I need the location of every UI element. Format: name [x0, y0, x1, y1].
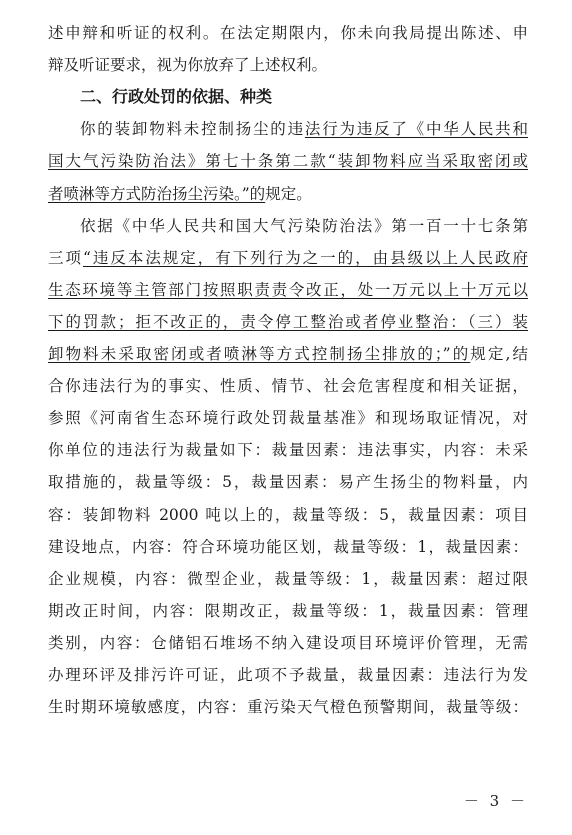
text-line: 述申辩和听证的权利。在法定期限内，你未向我局提出陈述、申: [48, 24, 528, 42]
text-line: 参照《河南省生态环境行政处罚裁量基准》和现场取证情况，对: [48, 409, 528, 428]
text-line: 生态环境等主管部门按照职责责令改正，处一万元以上十万元以: [48, 280, 528, 299]
text-line: 者喷淋等方式防治扬尘污染。”的规定。: [48, 184, 312, 203]
text-line: 企业规模，内容：微型企业，裁量等级：1，裁量因素：超过限: [48, 569, 528, 588]
text-line: 生时期环境敏感度，内容：重污染天气橙色预警期间，裁量等级：: [48, 698, 528, 717]
text-line: 你的装卸物料未控制扬尘的违法行为违反了《中华人民共和: [80, 120, 528, 139]
text-line: 卸物料未采取密闭或者喷淋等方式控制扬尘排放的；”的规定,结: [48, 345, 528, 363]
text-line: 辩及听证要求，视为你放弃了上述权利。: [48, 56, 328, 75]
text-line: 建设地点，内容：符合环境功能区划，裁量等级：1，裁量因素：: [48, 537, 528, 556]
text-line: 类别，内容：仓储铝石堆场不纳入建设项目环境评价管理，无需: [48, 633, 528, 652]
text-line: 合你违法行为的事实、性质、情节、社会危害程度和相关证据，: [48, 377, 528, 396]
text-line: 二、行政处罚的依据、种类: [80, 87, 273, 107]
page-number: － 3 －: [463, 792, 528, 810]
text-line: 取措施的，裁量等级：5，裁量因素：易产生扬尘的物料量，内: [48, 473, 528, 492]
text-line: 容：装卸物料 2000 吨以上的，裁量等级：5，裁量因素：项目: [48, 505, 528, 524]
text-line: 三项“违反本法规定，有下列行为之一的，由县级以上人民政府: [48, 248, 528, 267]
text-line: 办理环评及排污许可证，此项不予裁量，裁量因素：违法行为发: [48, 666, 528, 684]
text-line: 依据《中华人民共和国大气污染防治法》第一百一十七条第: [80, 216, 528, 235]
text-line: 国大气污染防治法》第七十条第二款“装卸物料应当采取密闭或: [48, 152, 528, 171]
text-line: 下的罚款；拒不改正的，责令停工整治或者停业整治：（三）装: [48, 312, 528, 331]
text-line: 期改正时间，内容：限期改正，裁量等级：1，裁量因素：管理: [48, 601, 528, 620]
text-line: 你单位的违法行为裁量如下：裁量因素：违法事实，内容：未采: [48, 441, 528, 460]
